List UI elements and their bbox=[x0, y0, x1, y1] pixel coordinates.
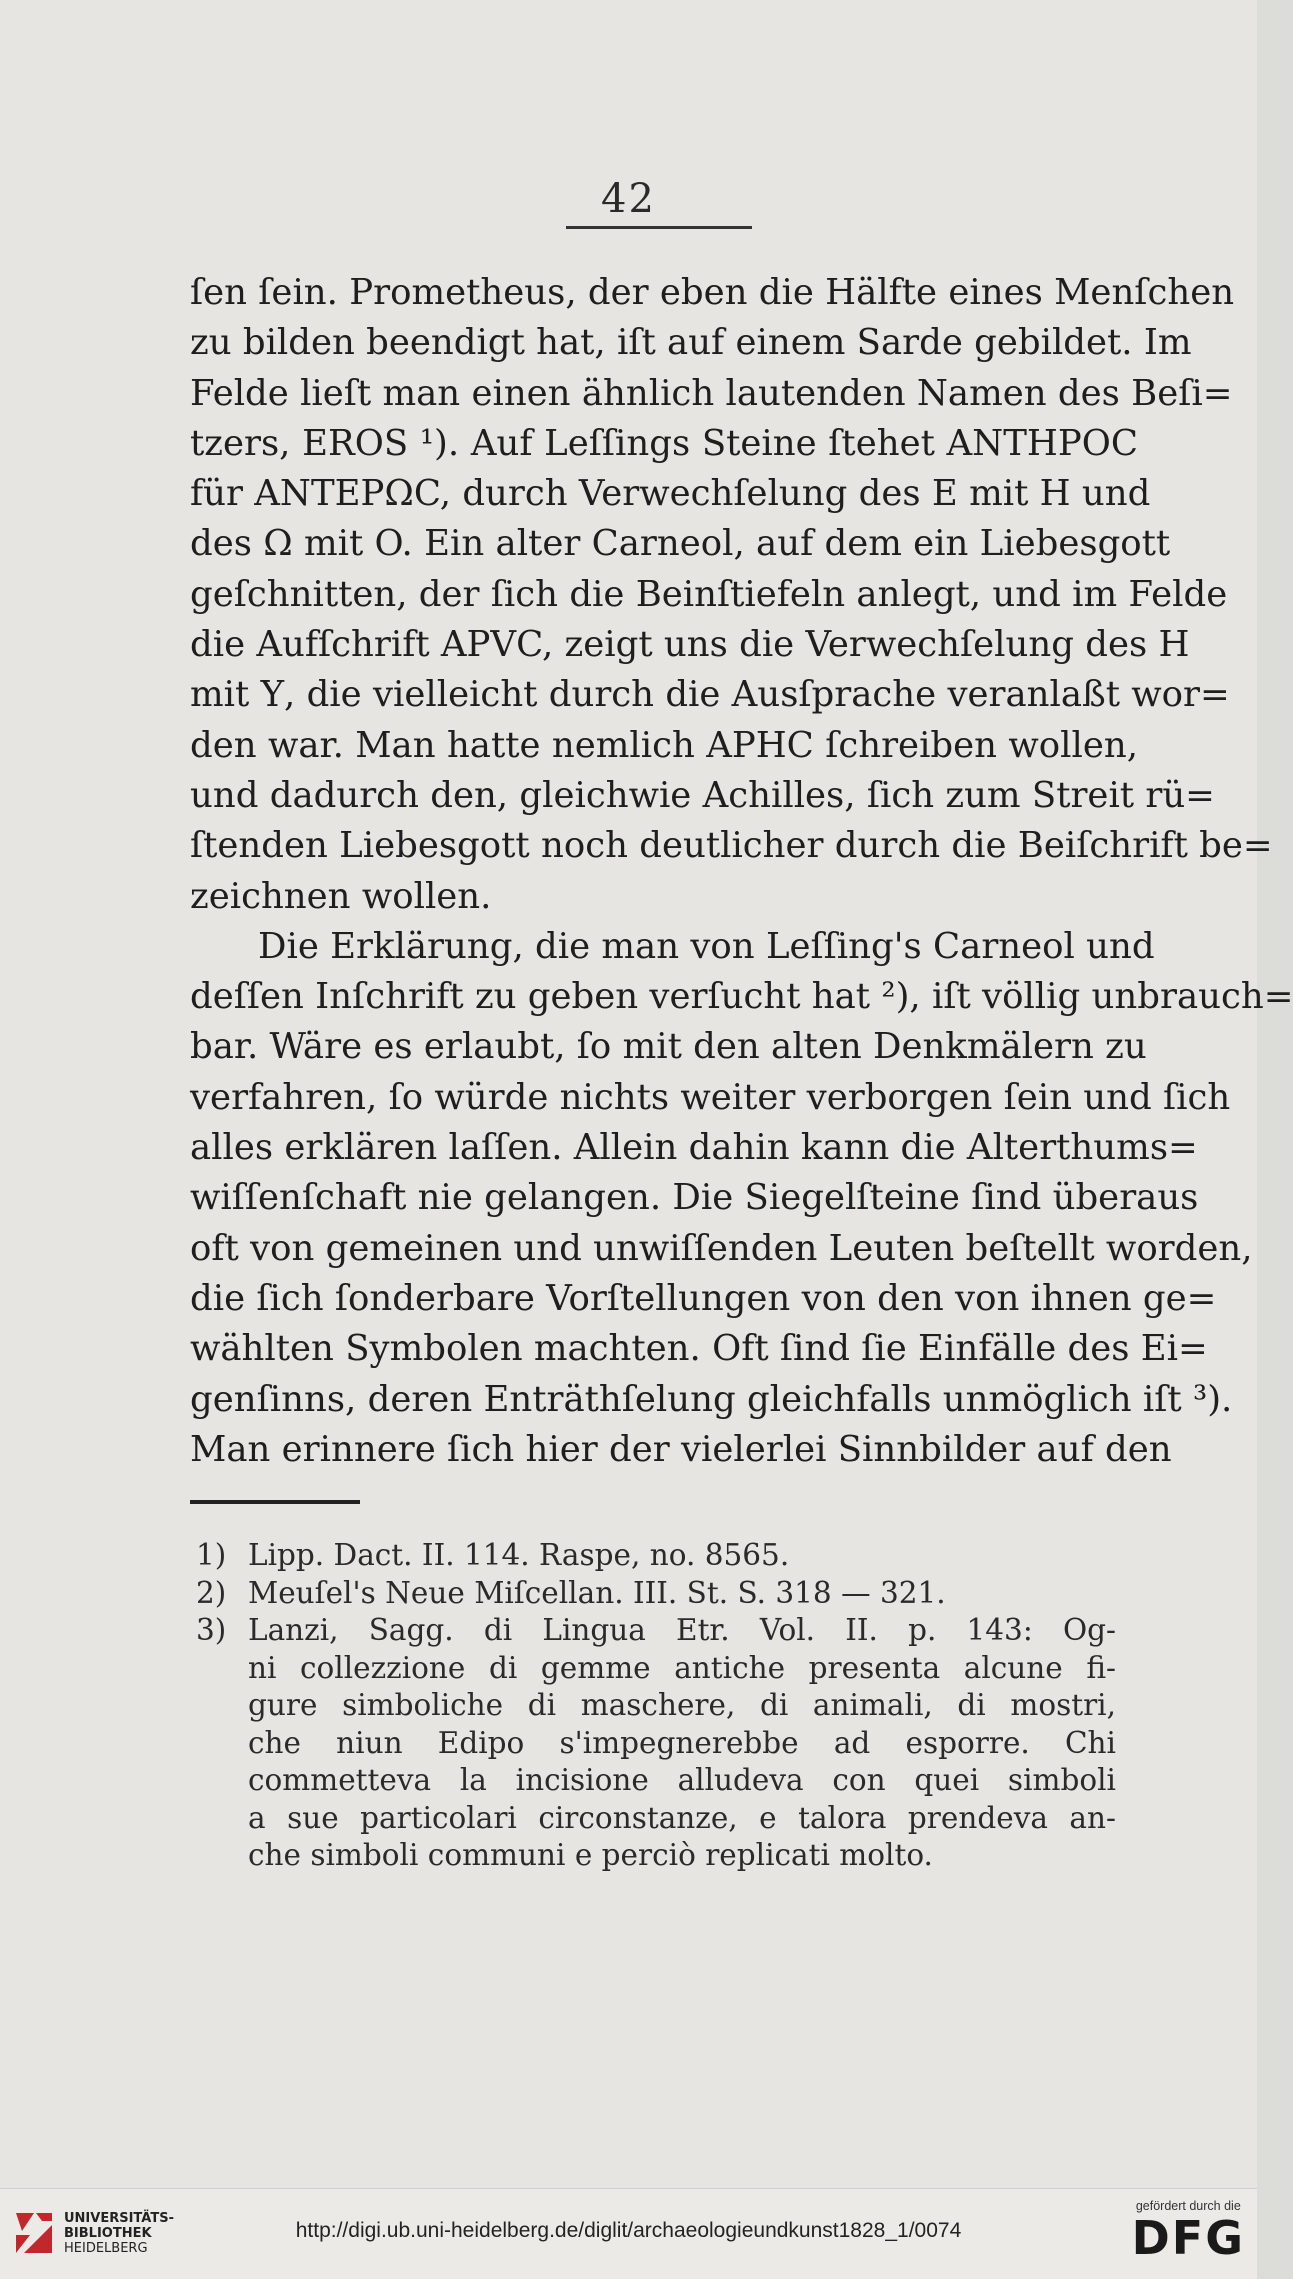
footnote-mark: 2) bbox=[196, 1575, 227, 1610]
body-line: genſinns, deren Enträthſelung gleichfalls unmöglich iſt ³). bbox=[190, 1378, 1233, 1420]
body-line: die Aufſchrift APVC, zeigt uns die Verwechſelung des H bbox=[190, 624, 1190, 666]
footnote-line: Lanzi, Sagg. di Lingua Etr. Vol. II. p. 143: Og- bbox=[248, 1613, 1116, 1647]
footnote-2 bbox=[196, 1575, 1116, 1613]
body-line: Man erinnere ſich hier der vielerlei Sinnbilder auf den bbox=[190, 1428, 1172, 1470]
footnotes bbox=[196, 1537, 1116, 1875]
footnote-line: che simboli communi e perciò replicati molto. bbox=[248, 1838, 933, 1872]
footnote-3 bbox=[196, 1612, 1116, 1875]
body-line: die ſich ſonderbare Vorſtellungen von den von ihnen ge= bbox=[190, 1277, 1217, 1319]
body-line: für ANTEPΩC, durch Verwechſelung des E mit H und bbox=[190, 473, 1151, 515]
body-line: verfahren, ſo würde nichts weiter verborgen ſein und ſich bbox=[190, 1076, 1231, 1118]
dfg-wordmark: DFG bbox=[1131, 2211, 1245, 2265]
footnote-line: Lipp. Dact. II. 114. Raspe, no. 8565. bbox=[248, 1538, 790, 1572]
footnote-text bbox=[248, 1612, 1116, 1875]
body-line: alles erklären laſſen. Allein dahin kann die Alterthums= bbox=[190, 1127, 1198, 1169]
body-line: Felde lieſt man einen ähnlich lautenden Namen des Beſi= bbox=[190, 372, 1233, 414]
funding-note: gefördert durch die bbox=[1135, 2199, 1241, 2213]
library-name-line: UNIVERSITÄTS- bbox=[64, 2210, 174, 2226]
body-line: zu bilden beendigt hat, iſt auf einem Sarde gebildet. Im bbox=[190, 322, 1192, 364]
viewer-footer bbox=[0, 2188, 1257, 2279]
footnote-line: Meuſel's Neue Miſcellan. III. St. S. 318 — 321. bbox=[248, 1575, 946, 1610]
footnote-line: commetteva la incisione alludeva con quei simboli bbox=[248, 1763, 1116, 1797]
body-line: oft von gemeinen und unwiſſenden Leuten beſtellt worden, bbox=[190, 1227, 1253, 1269]
footnote-line: a sue particolari circonstanze, e talora prendeva an- bbox=[248, 1800, 1116, 1835]
body-line: tzers, EROS ¹). Auf Leſſings Steine ſtehet ANTHPOC bbox=[190, 422, 1138, 464]
footnote-mark: 3) bbox=[196, 1613, 227, 1647]
header-rule bbox=[566, 226, 752, 229]
body-line: deſſen Inſchrift zu geben verſucht hat ²), iſt völlig unbrauch= bbox=[190, 976, 1293, 1018]
dfg-logo[interactable] bbox=[1132, 2199, 1245, 2263]
footnote-line: ni collezzione di gemme antiche presenta alcune fi- bbox=[248, 1650, 1116, 1685]
body-line: mit Υ, die vielleicht durch die Ausſprache veranlaßt wor= bbox=[190, 674, 1230, 716]
body-line: ſen ſein. Prometheus, der eben die Hälfte eines Menſchen bbox=[190, 272, 1235, 313]
body-line: ſtenden Liebesgott noch deutlicher durch die Beiſchrift be= bbox=[190, 825, 1273, 867]
footnote-rule bbox=[190, 1500, 360, 1504]
body-line: und dadurch den, gleichwie Achilles, ſich zum Streit rü= bbox=[190, 774, 1215, 816]
library-name-line: HEIDELBERG bbox=[64, 2240, 148, 2256]
body-text bbox=[190, 268, 1293, 1475]
footnote-mark: 1) bbox=[196, 1538, 227, 1572]
body-line: wählten Symbolen machten. Oft ſind ſie Einfälle des Ei= bbox=[190, 1328, 1208, 1370]
body-line: Die Erklärung, die man von Leſſing's Carneol und bbox=[258, 925, 1155, 967]
body-line: bar. Wäre es erlaubt, ſo mit den alten Denkmälern zu bbox=[190, 1026, 1147, 1068]
footnote-text bbox=[248, 1537, 1116, 1575]
source-url[interactable]: http://digi.ub.uni-heidelberg.de/diglit/archaeologieundkunst1828_1/0074 bbox=[295, 2219, 962, 2242]
body-line: geſchnitten, der ſich die Beinſtiefeln anlegt, und im Felde bbox=[190, 573, 1228, 615]
footnote-line: gure simboliche di maschere, di animali, di mostri, bbox=[248, 1688, 1116, 1722]
library-name-line: BIBLIOTHEK bbox=[64, 2225, 152, 2241]
body-line: wiſſenſchaft nie gelangen. Die Siegelſteine ſind überaus bbox=[190, 1177, 1199, 1219]
footnote-text bbox=[248, 1575, 1116, 1613]
footnote-line: che niun Edipo s'impegnerebbe ad esporre. Chi bbox=[248, 1725, 1116, 1760]
body-line: den war. Man hatte nemlich APHC ſchreiben wollen, bbox=[190, 724, 1138, 766]
footnote-1 bbox=[196, 1537, 1116, 1575]
body-line: des Ω mit O. Ein alter Carneol, auf dem ein Liebesgott bbox=[190, 523, 1171, 565]
body-line: zeichnen wollen. bbox=[190, 875, 492, 917]
page-number: 42 bbox=[601, 176, 656, 222]
